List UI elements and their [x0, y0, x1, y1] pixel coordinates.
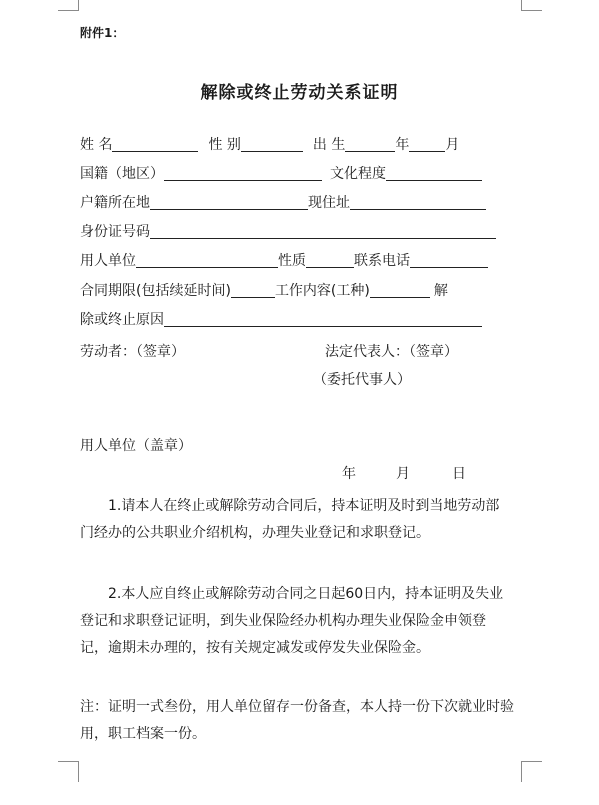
- crop-mark-top-right: [521, 0, 542, 11]
- row-employer: [80, 250, 488, 270]
- reason-field[interactable]: [164, 311, 482, 327]
- birth-label: 出 生: [312, 137, 346, 153]
- gender-label: 性 别: [208, 137, 241, 153]
- education-field[interactable]: [386, 165, 482, 181]
- crop-mark-bottom-left: [58, 761, 79, 782]
- employer-field[interactable]: [136, 252, 278, 268]
- address-label: 现住址: [308, 195, 350, 211]
- employer-label: 用人单位: [80, 253, 136, 269]
- crop-mark-top-left: [58, 0, 79, 11]
- agent-label: （委托代事人）: [313, 372, 411, 388]
- note-item-1: [80, 493, 510, 547]
- birth-month-field[interactable]: [409, 136, 445, 152]
- employer-seal-label: 用人单位（盖章）: [80, 438, 192, 454]
- note-item-2-text: 2.本人应自终止或解除劳动合同之日起60日内，持本证明及失业登记和求职登记证明，到失业保险经办机构办理失业保险金申领登记，逾期未办理的，按有关规定减发或停发失业保险金。: [80, 586, 504, 656]
- gender-field[interactable]: [241, 136, 303, 152]
- month-label: 月: [445, 137, 460, 153]
- phone-label: 联系电话: [354, 253, 410, 269]
- row-nationality: [80, 163, 482, 183]
- remark-text: 注：证明一式叁份，用人单位留存一份备查，本人持一份下次就业时验用，职工档案一份。: [80, 699, 514, 742]
- household-field[interactable]: [150, 194, 308, 210]
- household-label: 户籍所在地: [80, 195, 150, 211]
- contract-label: 合同期限(包括续延时间): [80, 283, 231, 299]
- crop-mark-bottom-right: [521, 761, 542, 782]
- date-month-label: 月: [396, 466, 410, 482]
- native-place-label: 国籍（地区）: [80, 166, 164, 182]
- attachment-label: 附件1：: [80, 26, 125, 40]
- row-personal: [80, 134, 459, 154]
- phone-field[interactable]: [410, 252, 488, 268]
- date-year-label: 年: [342, 466, 356, 482]
- native-place-field[interactable]: [164, 165, 322, 181]
- note-item-1-text: 1.请本人在终止或解除劳动合同后，持本证明及时到当地劳动部门经办的公共职业介绍机构，办理失业登记和求职登记。: [80, 498, 500, 541]
- id-field[interactable]: [150, 223, 496, 239]
- row-contract: [80, 280, 448, 300]
- document-title: 解除或终止劳动关系证明: [200, 83, 399, 103]
- worker-signature-label: 劳动者：（签章）: [80, 344, 185, 360]
- reason-label: 除或终止原因: [80, 312, 164, 328]
- education-label: 文化程度: [330, 166, 386, 182]
- job-label: 工作内容(工种): [274, 283, 370, 299]
- row-id: [80, 221, 496, 241]
- id-label: 身份证号码: [80, 224, 150, 240]
- jie-label: 解: [433, 283, 448, 299]
- year-label: 年: [395, 137, 410, 153]
- nature-field[interactable]: [306, 252, 354, 268]
- contract-field[interactable]: [231, 282, 275, 298]
- date-day-label: 日: [452, 466, 466, 482]
- remark: [80, 694, 526, 748]
- legal-rep-signature-label: 法定代表人：（签章）: [325, 344, 458, 360]
- birth-year-field[interactable]: [345, 136, 395, 152]
- row-reason: [80, 309, 482, 329]
- row-household: [80, 192, 486, 212]
- job-field[interactable]: [370, 282, 430, 298]
- name-field[interactable]: [112, 136, 198, 152]
- note-item-2: [80, 581, 510, 662]
- nature-label: 性质: [278, 253, 306, 269]
- name-label: 姓 名: [80, 137, 113, 153]
- address-field[interactable]: [350, 194, 486, 210]
